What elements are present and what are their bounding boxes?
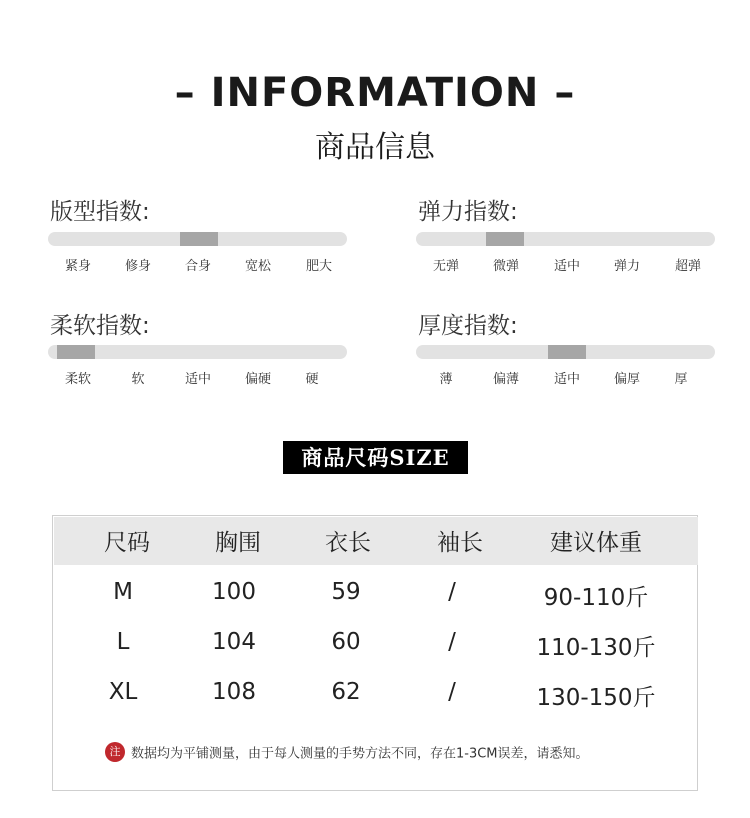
stretch-index-track [416, 232, 715, 246]
header-sleeve: 袖长 [437, 530, 483, 556]
size-banner-cn: 商品尺码 [301, 446, 390, 470]
stretch-option: 无弹 [432, 259, 459, 274]
information-title: – INFORMATION – [174, 70, 576, 116]
thickness-option: 适中 [553, 372, 580, 387]
note-text: 数据均为平铺测量，由于每人测量的手势方法不同，存在1-3CM误差，请悉知。 [131, 746, 589, 762]
table-cell: 104 [212, 629, 256, 655]
table-cell: L [116, 629, 130, 655]
table-cell: 108 [212, 679, 256, 705]
thickness-option: 薄 [439, 372, 453, 387]
fit-option: 宽松 [244, 259, 271, 274]
fit-option: 紧身 [64, 259, 91, 274]
table-cell: / [448, 579, 456, 605]
softness-option: 偏硬 [244, 372, 271, 387]
thickness-option: 厚 [674, 372, 688, 387]
softness-index-label: 柔软指数: [50, 313, 150, 339]
table-cell: 110-130斤 [536, 635, 656, 661]
table-cell: 59 [331, 579, 361, 605]
size-banner-en: SIZE [389, 445, 450, 470]
fit-option: 修身 [124, 259, 151, 274]
note-badge: 注 [105, 742, 125, 762]
table-cell: / [448, 629, 456, 655]
table-cell: 100 [212, 579, 256, 605]
softness-index-marker [57, 345, 95, 359]
fit-index-label: 版型指数: [50, 199, 150, 225]
softness-option: 软 [131, 372, 145, 387]
table-cell: 90-110斤 [543, 585, 649, 611]
table-cell: M [113, 579, 133, 605]
table-cell: 130-150斤 [536, 685, 656, 711]
softness-option: 柔软 [64, 372, 91, 387]
stretch-index-marker [486, 232, 524, 246]
table-cell: XL [108, 679, 138, 705]
size-banner [283, 441, 468, 474]
stretch-option: 适中 [553, 259, 580, 274]
fit-index-marker [180, 232, 218, 246]
header-weight: 建议体重 [550, 530, 642, 556]
softness-option: 适中 [184, 372, 211, 387]
thickness-index-marker [548, 345, 586, 359]
table-cell: 62 [331, 679, 361, 705]
product-info-subtitle: 商品信息 [315, 130, 435, 165]
stretch-option: 超弹 [674, 259, 701, 274]
thickness-option: 偏厚 [613, 372, 640, 387]
softness-option: 硬 [305, 372, 319, 387]
stretch-option: 弹力 [613, 259, 640, 274]
fit-option: 合身 [184, 259, 211, 274]
thickness-index-label: 厚度指数: [418, 313, 518, 339]
stretch-index-label: 弹力指数: [418, 199, 518, 225]
measurement-note [105, 742, 589, 762]
header-size: 尺码 [104, 530, 150, 556]
table-cell: 60 [331, 629, 361, 655]
table-cell: / [448, 679, 456, 705]
header-chest: 胸围 [215, 530, 261, 556]
header-length: 衣长 [325, 530, 371, 556]
stretch-option: 微弹 [492, 259, 519, 274]
fit-option: 肥大 [305, 259, 332, 274]
thickness-option: 偏薄 [492, 372, 519, 387]
